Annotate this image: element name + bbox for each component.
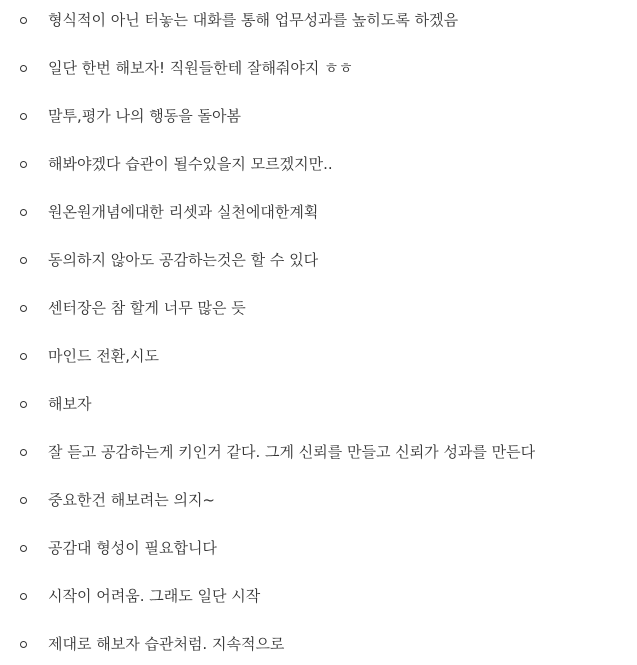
list-item-text: 형식적이 아닌 터놓는 대화를 통해 업무성과를 높히도록 하겠음: [48, 11, 459, 29]
list-item: [0, 441, 637, 465]
list-item: [0, 537, 637, 561]
list-item-text: 시작이 어려움. 그래도 일단 시작: [48, 587, 261, 605]
circle-bullet-icon: [20, 305, 27, 312]
list-item: [0, 57, 637, 81]
list-item-text: 해봐야겠다 습관이 될수있을지 모르겠지만..: [48, 155, 333, 173]
list-item-text: 동의하지 않아도 공감하는것은 할 수 있다: [48, 251, 319, 269]
list-item: [0, 105, 637, 129]
list-item-text: 마인드 전환,시도: [48, 347, 159, 365]
list-item-text: 중요한건 해보려는 의지~: [48, 491, 216, 509]
list-item-text: 말투,평가 나의 행동을 돌아봄: [48, 107, 241, 125]
list-item: [0, 249, 637, 273]
circle-bullet-icon: [20, 545, 27, 552]
list-item: [0, 393, 637, 417]
list-item-text: 일단 한번 해보자! 직원들한테 잘해줘야지 ㅎㅎ: [48, 59, 354, 77]
circle-bullet-icon: [20, 257, 27, 264]
circle-bullet-icon: [20, 353, 27, 360]
list-item-text: 공감대 형성이 필요합니다: [48, 539, 217, 557]
list-item: [0, 585, 637, 609]
list-item-text: 잘 듣고 공감하는게 키인거 같다. 그게 신뢰를 만들고 신뢰가 성과를 만든다: [48, 443, 536, 461]
circle-bullet-icon: [20, 113, 27, 120]
circle-bullet-icon: [20, 449, 27, 456]
list-item-text: 원온원개념에대한 리셋과 실천에대한계획: [48, 203, 319, 221]
list-item: [0, 201, 637, 225]
list-item: [0, 633, 637, 657]
list-item: [0, 489, 637, 513]
list-item-text: 해보자: [48, 395, 92, 413]
list-item-text: 센터장은 참 할게 너무 많은 듯: [48, 299, 246, 317]
circle-bullet-icon: [20, 593, 27, 600]
circle-bullet-icon: [20, 641, 27, 648]
list-item: [0, 345, 637, 369]
circle-bullet-icon: [20, 65, 27, 72]
circle-bullet-icon: [20, 401, 27, 408]
list-item: [0, 297, 637, 321]
circle-bullet-icon: [20, 17, 27, 24]
circle-bullet-icon: [20, 161, 27, 168]
circle-bullet-icon: [20, 209, 27, 216]
list-item-text: 제대로 해보자 습관처럼. 지속적으로: [48, 635, 285, 653]
circle-bullet-icon: [20, 497, 27, 504]
list-item: [0, 153, 637, 177]
list-item: [0, 9, 637, 33]
